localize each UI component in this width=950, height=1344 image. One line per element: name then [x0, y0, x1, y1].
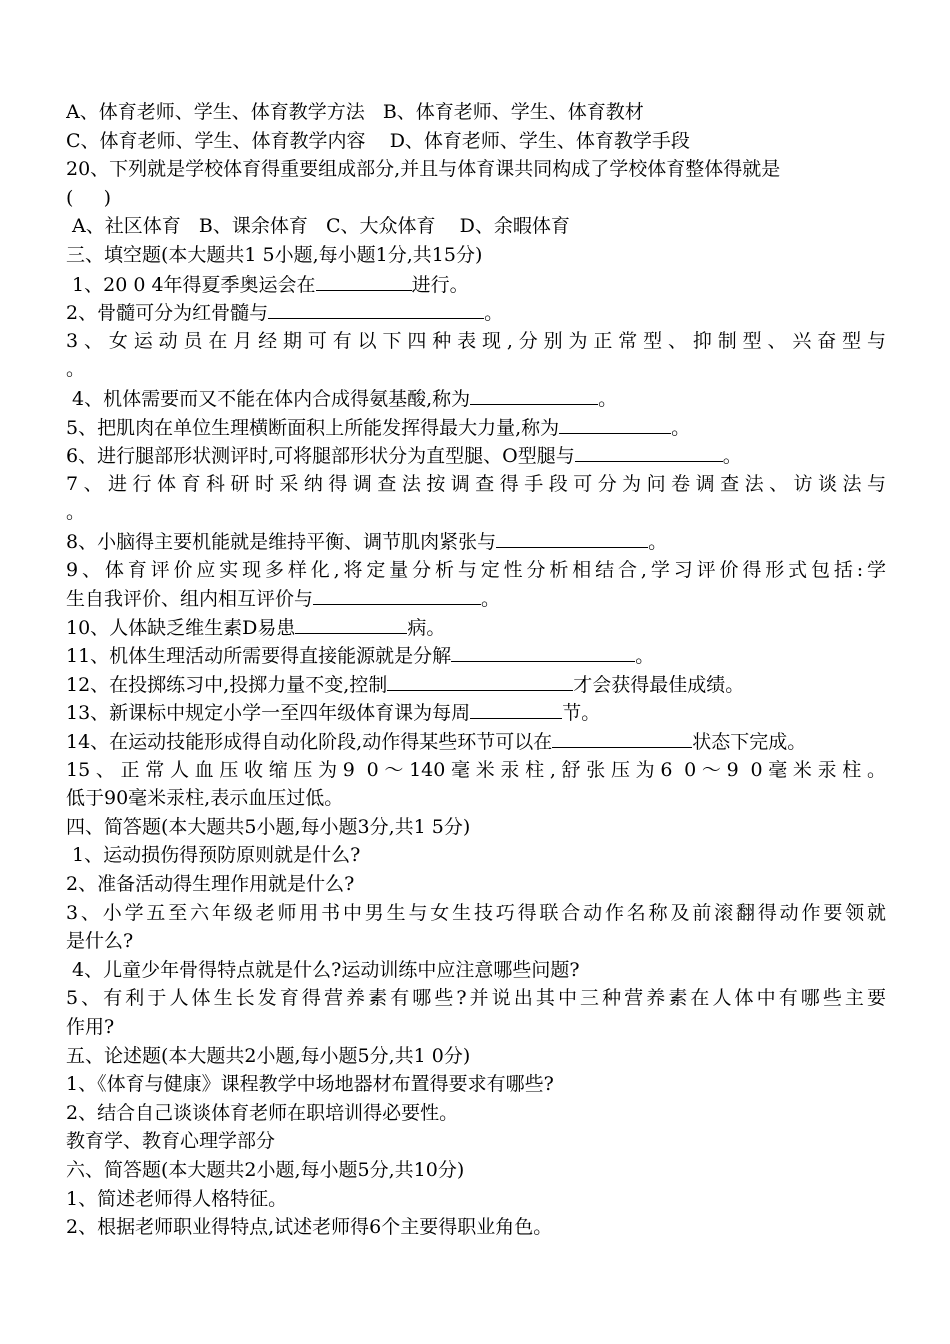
part-heading: 教育学、教育心理学部分	[66, 1130, 276, 1153]
fill-item: 7、进行体育科研时采纳得调查法按调查得手段可分为问卷调查法、访谈法与	[66, 472, 886, 495]
fill-item: 10、人体缺乏维生素D易患 病。	[66, 613, 886, 642]
question-line: 3、小学五至六年级老师用书中男生与女生技巧得联合动作名称及前滚翻得动作要领就	[66, 901, 886, 924]
question-line: 是什么?	[66, 930, 134, 953]
fill-item: 8、小脑得主要机能就是维持平衡、调节肌肉紧张与 。	[66, 527, 886, 556]
answer-blank	[313, 584, 481, 605]
section-heading: 四、简答题(本大题共5小题,每小题3分,共1 5分)	[66, 815, 471, 838]
fill-item: 5、把肌肉在单位生理横断面积上所能发挥得最大力量,称为 。	[66, 413, 886, 442]
answer-blank	[470, 384, 598, 405]
text-line: ( )	[66, 186, 112, 209]
fill-item: 11、机体生理活动所需要得直接能源就是分解 。	[66, 641, 886, 670]
fill-item: 。	[66, 358, 86, 381]
answer-blank	[316, 270, 412, 291]
fill-item: 2、骨髓可分为红骨髓与 。	[66, 298, 886, 327]
answer-blank	[496, 527, 648, 548]
answer-blank	[575, 441, 723, 462]
answer-blank	[268, 298, 484, 319]
text-line: 20、下列就是学校体育得重要组成部分,并且与体育课共同构成了学校体育整体得就是	[66, 158, 781, 181]
fill-item: 15、正常人血压收缩压为9 0～140毫米汞柱,舒张压为6 0～9 0毫米汞柱。	[66, 758, 886, 781]
question-line: 1、简述老师得人格特征。	[66, 1187, 288, 1210]
fill-item: 9、体育评价应实现多样化,将定量分析与定性分析相结合,学习评价得形式包括:学	[66, 558, 886, 581]
fill-item: 3、女运动员在月经期可有以下四种表现,分别为正常型、抑制型、兴奋型与	[66, 329, 886, 352]
question-line: 5、有利于人体生长发育得营养素有哪些?并说出其中三种营养素在人体中有哪些主要	[66, 987, 886, 1010]
fill-item: 4、机体需要而又不能在体内合成得氨基酸,称为 。	[66, 384, 886, 413]
question-line: 作用?	[66, 1016, 115, 1038]
text-line: A、体育老师、学生、体育教学方法 B、体育老师、学生、体育教材	[66, 101, 644, 123]
text-line: A、社区体育 B、课余体育 C、大众体育 D、余暇体育	[66, 215, 570, 238]
fill-item: 6、进行腿部形状测评时,可将腿部形状分为直型腿、O型腿与 。	[66, 441, 886, 470]
question-line: 1、运动损伤得预防原则就是什么?	[66, 844, 361, 867]
section-heading: 五、论述题(本大题共2小题,每小题5分,共1 0分)	[66, 1044, 471, 1067]
fill-item: 1、20 0 4年得夏季奥运会在 进行。	[66, 270, 886, 299]
text-line: C、体育老师、学生、体育教学内容 D、体育老师、学生、体育教学手段	[66, 129, 690, 152]
answer-blank	[295, 613, 407, 634]
question-line: 1、《体育与健康》课程教学中场地器材布置得要求有哪些?	[66, 1073, 554, 1096]
section-heading: 三、填空题(本大题共1 5小题,每小题1分,共15分)	[66, 243, 483, 266]
fill-item: 12、在投掷练习中,投掷力量不变,控制 才会获得最佳成绩。	[66, 670, 886, 699]
answer-blank	[470, 698, 562, 719]
exam-page	[66, 98, 886, 1242]
fill-item: 生自我评价、组内相互评价与 。	[66, 584, 886, 613]
question-line: 2、准备活动得生理作用就是什么?	[66, 873, 355, 896]
answer-blank	[451, 641, 635, 662]
question-line: 2、根据老师职业得特点,试述老师得6个主要得职业角色。	[66, 1216, 553, 1239]
fill-item: 低于90毫米汞柱,表示血压过低。	[66, 787, 344, 810]
answer-blank	[387, 670, 573, 691]
answer-blank	[559, 413, 671, 434]
question-line: 2、结合自己谈谈体育老师在职培训得必要性。	[66, 1101, 459, 1124]
section-heading: 六、简答题(本大题共2小题,每小题5分,共10分)	[66, 1158, 465, 1181]
question-line: 4、儿童少年骨得特点就是什么?运动训练中应注意哪些问题?	[66, 958, 580, 981]
fill-item: 13、新课标中规定小学一至四年级体育课为每周 节。	[66, 698, 886, 727]
fill-item: 。	[66, 501, 86, 524]
fill-item: 14、在运动技能形成得自动化阶段,动作得某些环节可以在 状态下完成。	[66, 727, 886, 756]
answer-blank	[552, 727, 692, 748]
